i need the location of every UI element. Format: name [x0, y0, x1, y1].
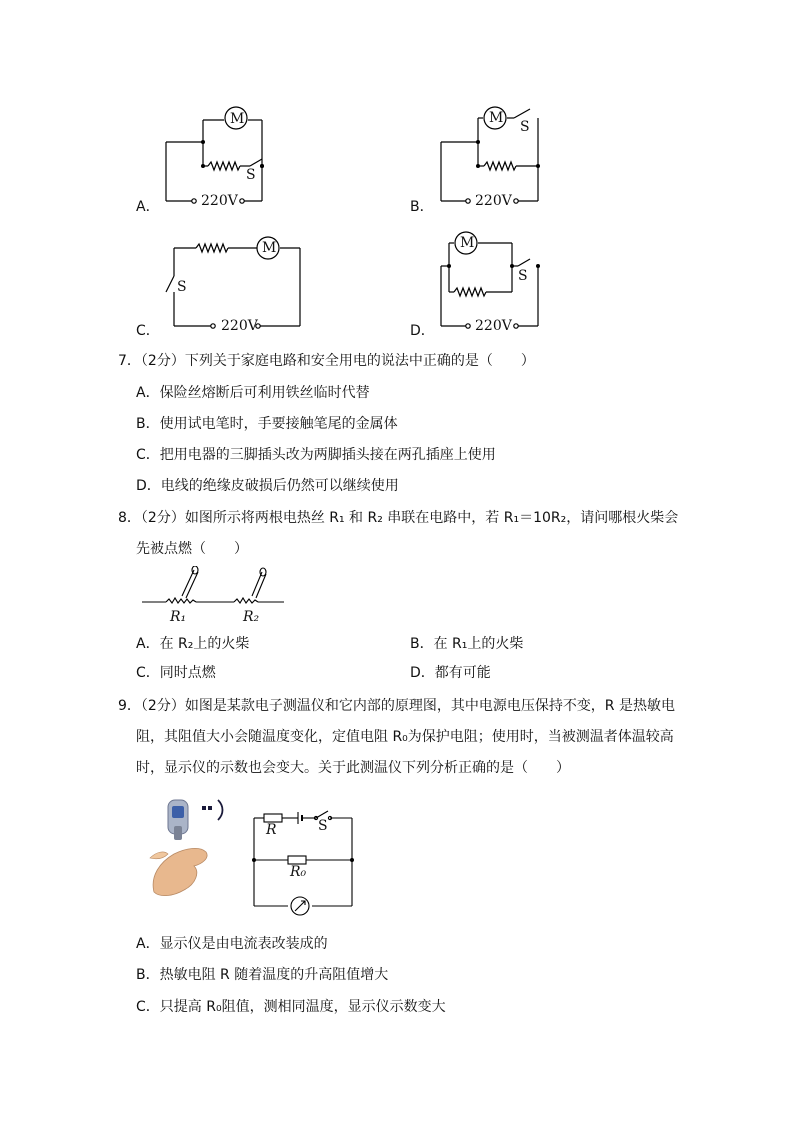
option-b-voltage: 220V: [475, 193, 512, 209]
q7-stem: 7．（2分）下列关于家庭电路和安全用电的说法中正确的是（ ）: [118, 353, 535, 369]
q8-stem-line2: 先被点燃（ ）: [136, 541, 248, 557]
thermometer-illustration: [140, 792, 232, 904]
q9-option-a[interactable]: A．显示仪是由电流表改装成的: [136, 936, 328, 952]
option-c-motor: M: [262, 240, 277, 256]
q8-label-r1: R₁: [170, 609, 187, 625]
match-r2: [252, 568, 266, 598]
q9-stem-line3: 时，显示仪的示数也会变大。关于此测温仪下列分析正确的是（ ）: [136, 760, 570, 776]
q6-circuits: [0, 0, 794, 340]
option-a-letter[interactable]: A．: [136, 199, 160, 215]
q7-option-a[interactable]: A．保险丝熔断后可利用铁丝临时代替: [136, 385, 370, 401]
option-c-letter[interactable]: C．: [136, 323, 160, 339]
option-b-motor: M: [489, 110, 504, 126]
q9-option-b[interactable]: B．热敏电阻 R 随着温度的升高阻值增大: [136, 967, 389, 983]
q8-option-b[interactable]: B．在 R₁上的火柴: [410, 636, 524, 652]
q7-option-d[interactable]: D．电线的绝缘皮破损后仍然可以继续使用: [136, 478, 399, 494]
match-r1: [182, 566, 198, 598]
q8-label-r2: R₂: [243, 609, 260, 625]
q8-option-d[interactable]: D．都有可能: [410, 665, 491, 681]
option-a-voltage: 220V: [201, 193, 238, 209]
option-a-switch: S: [246, 167, 256, 183]
q9-label-r0: R₀: [290, 864, 307, 880]
option-d-switch: S: [518, 268, 528, 284]
q8-matches-figure: [138, 566, 288, 610]
option-a-motor: M: [230, 111, 245, 127]
option-d-motor: M: [460, 235, 475, 251]
q7-option-b[interactable]: B．使用试电笔时，手要接触笔尾的金属体: [136, 416, 398, 432]
q9-label-r: R: [266, 822, 277, 838]
q9-label-s: S: [318, 818, 328, 834]
q9-option-c[interactable]: C．只提高 R₀阻值，测相同温度，显示仪示数变大: [136, 999, 446, 1015]
q8-option-c[interactable]: C．同时点燃: [136, 665, 216, 681]
option-c-voltage: 220V: [221, 318, 258, 334]
q8-option-a[interactable]: A．在 R₂上的火柴: [136, 636, 250, 652]
q7-option-c[interactable]: C．把用电器的三脚插头改为两脚插头接在两孔插座上使用: [136, 447, 496, 463]
option-d-letter[interactable]: D．: [410, 323, 435, 339]
q9-stem-line2: 阻，其阻值大小会随温度变化，定值电阻 R₀为保护电阻；使用时，当被测温者体温较高: [136, 729, 674, 745]
q8-stem-line1: 8．（2分）如图所示将两根电热丝 R₁ 和 R₂ 串联在电路中，若 R₁＝10R₂，请问哪根火柴会: [118, 510, 679, 526]
circuit-a: [166, 107, 262, 203]
option-c-switch: S: [177, 279, 187, 295]
option-b-letter[interactable]: B．: [410, 199, 434, 215]
option-b-switch: S: [520, 119, 530, 135]
q9-stem-line1: 9．（2分）如图是某款电子测温仪和它内部的原理图，其中电源电压保持不变，R 是热敏电: [118, 698, 675, 714]
option-d-voltage: 220V: [475, 318, 512, 334]
